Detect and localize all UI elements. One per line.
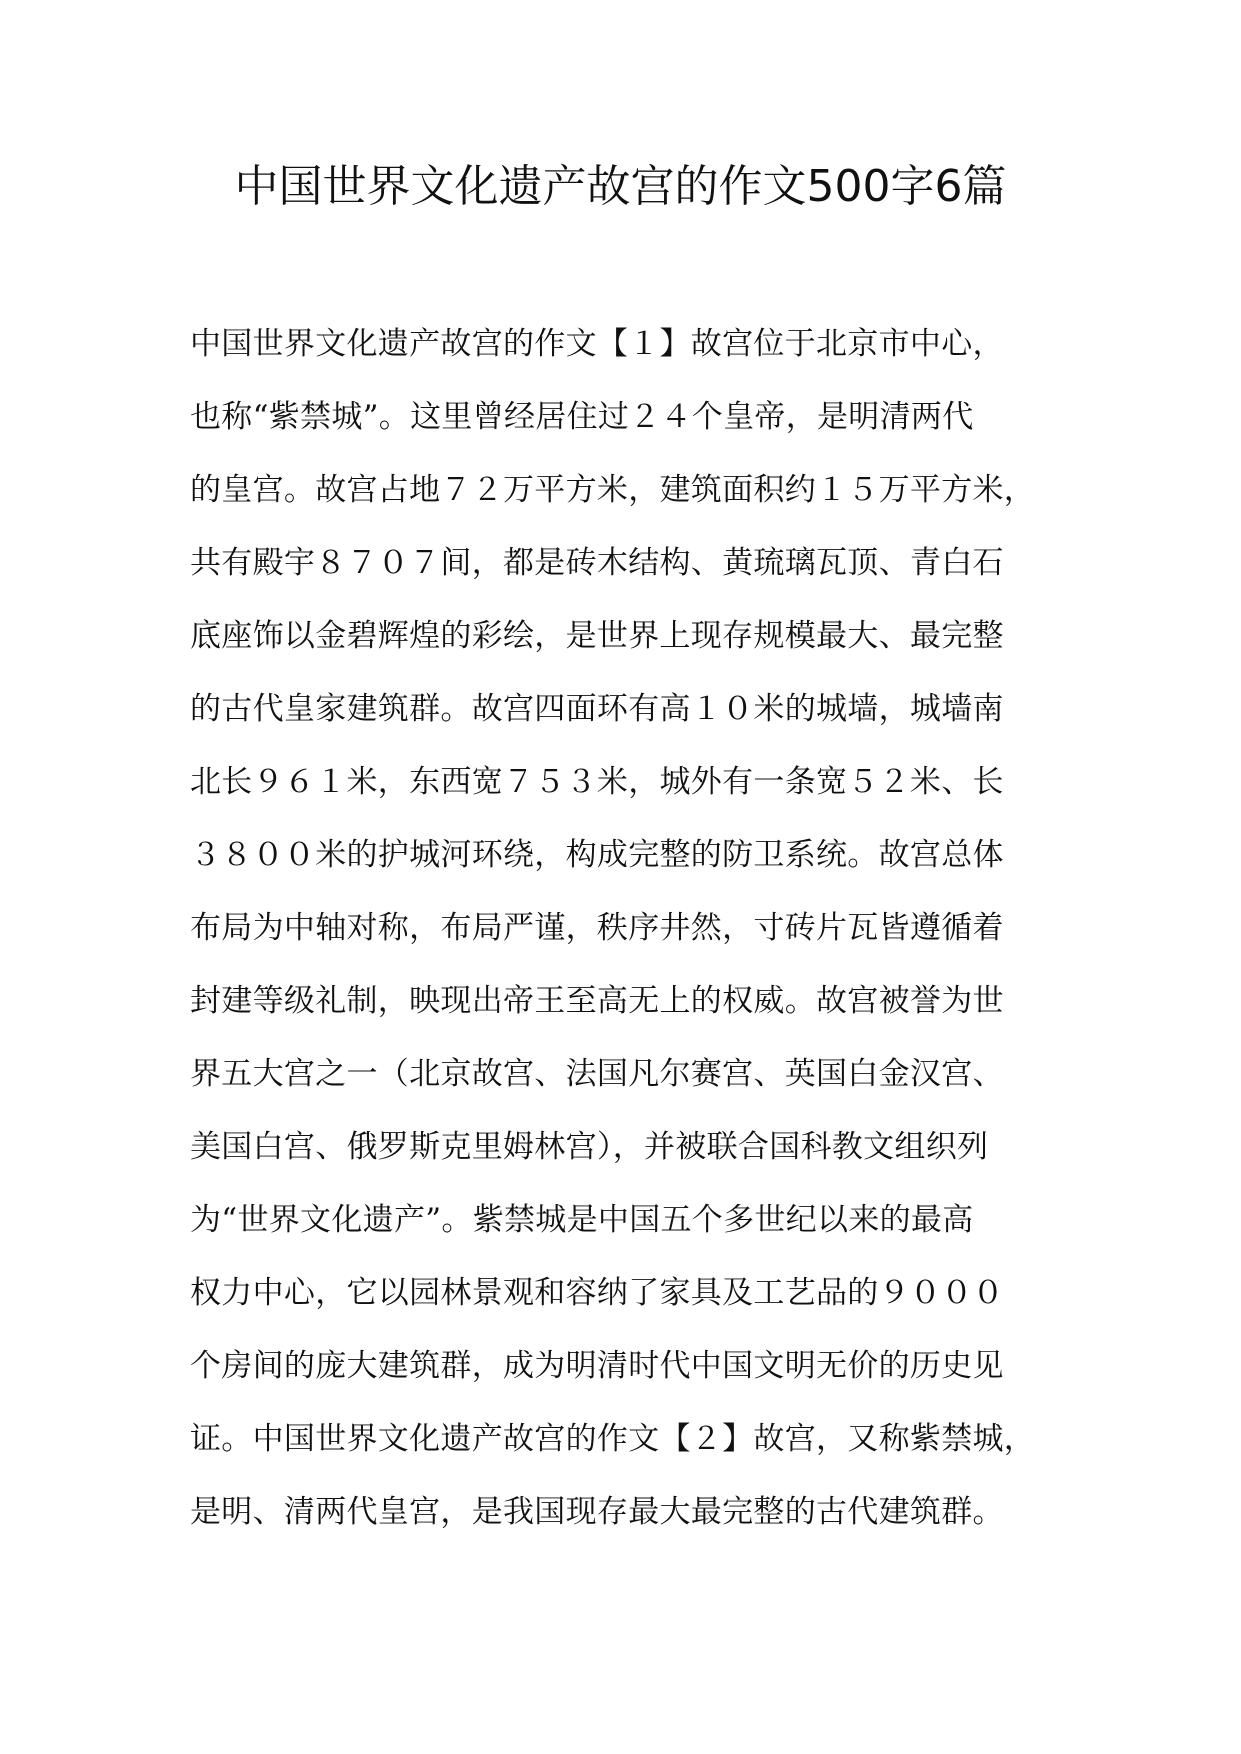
body-line: 的古代皇家建筑群。故宫四面环有高１０米的城墙，城墙南 bbox=[190, 691, 1004, 727]
body-line: 权力中心，它以园林景观和容纳了家具及工艺品的９０００ bbox=[190, 1275, 1004, 1311]
body-line: 是明、清两代皇宫，是我国现存最大最完整的古代建筑群。 bbox=[190, 1494, 1004, 1530]
body-line: 界五大宫之一（北京故宫、法国凡尔赛宫、英国白金汉宫、 bbox=[190, 1056, 1004, 1092]
body-line: 底座饰以金碧辉煌的彩绘，是世界上现存规模最大、最完整 bbox=[190, 618, 1004, 654]
body-line: 的皇宫。故宫占地７２万平方米，建筑面积约１５万平方米， bbox=[190, 472, 1036, 508]
body-line: 个房间的庞大建筑群，成为明清时代中国文明无价的历史见 bbox=[190, 1348, 1004, 1384]
body-line: 证。中国世界文化遗产故宫的作文【２】故宫，又称紫禁城， bbox=[190, 1421, 1036, 1457]
body-line: 北长９６１米，东西宽７５３米，城外有一条宽５２米、长 bbox=[190, 764, 1004, 800]
body-line: 中国世界文化遗产故宫的作文【１】故宫位于北京市中心， bbox=[190, 326, 1004, 362]
body-line: 布局为中轴对称，布局严谨，秩序井然，寸砖片瓦皆遵循着 bbox=[190, 910, 1004, 946]
body-line: ３８００米的护城河环绕，构成完整的防卫系统。故宫总体 bbox=[190, 837, 1004, 873]
body-line: 共有殿宇８７０７间，都是砖木结构、黄琉璃瓦顶、青白石 bbox=[190, 545, 1004, 581]
body-line: 封建等级礼制，映现出帝王至高无上的权威。故宫被誉为世 bbox=[190, 983, 1004, 1019]
document-title: 中国世界文化遗产故宫的作文500字6篇 bbox=[234, 161, 1007, 212]
body-line bbox=[190, 1560, 1050, 1610]
body-line: 为“世界文化遗产”。紫禁城是中国五个多世纪以来的最高 bbox=[190, 1202, 974, 1238]
body-line: 美国白宫、俄罗斯克里姆林宫），并被联合国科教文组织列 bbox=[190, 1129, 989, 1165]
body-line: 也称“紫禁城”。这里曾经居住过２４个皇帝，是明清两代 bbox=[190, 399, 974, 435]
